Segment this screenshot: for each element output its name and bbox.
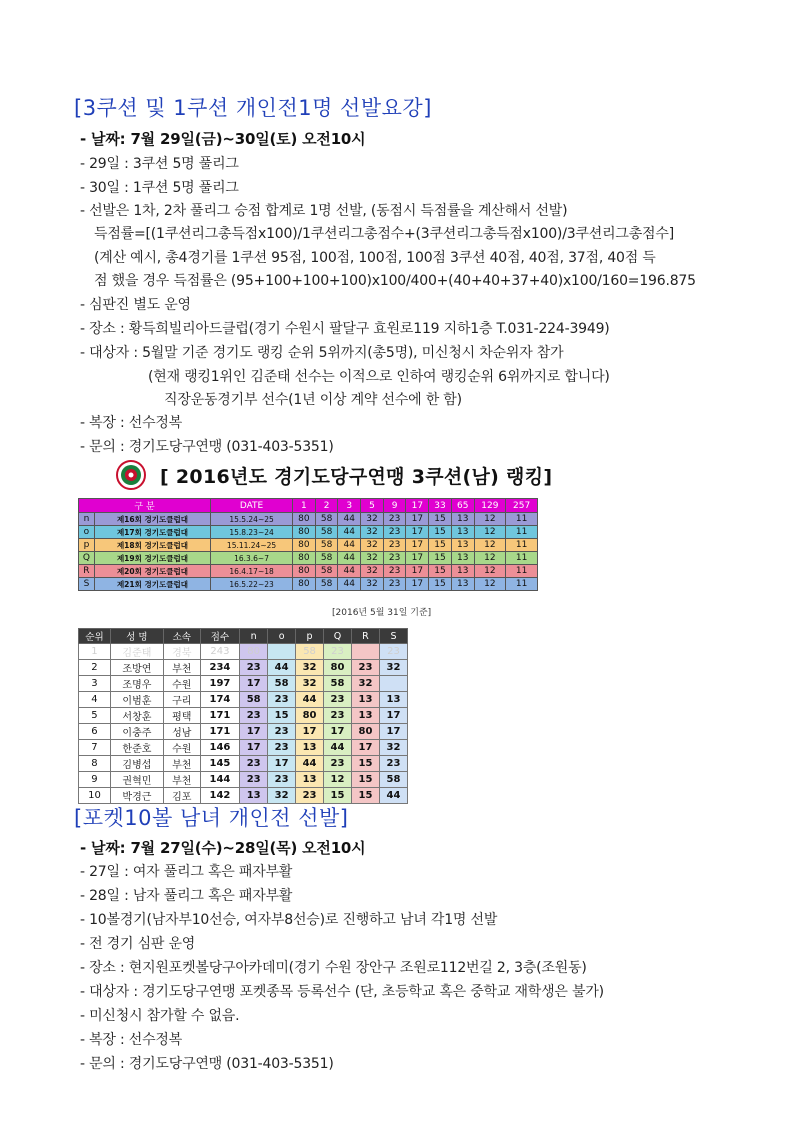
rank-cell-rank: 8 xyxy=(79,756,111,772)
cushion-eligibility: - 대상자 : 5월말 기준 경기도 랭킹 순위 5위까지(총5명), 미신청시 차순위자 참가 xyxy=(80,345,564,361)
points-value-cell: 32 xyxy=(361,539,384,552)
points-header-category: 구 분 xyxy=(79,499,211,513)
points-value-cell: 13 xyxy=(451,578,474,591)
rank-cell-rank: 3 xyxy=(79,676,111,692)
cushion-example-1: (계산 예시, 총4경기를 1쿠션 95점, 100점, 100점, 100점 3쿠션 40점, 40점, 37점, 40점 득 xyxy=(94,250,656,266)
rank-cell-club: 구리 xyxy=(163,692,200,708)
points-value-cell: 11 xyxy=(506,539,538,552)
points-value-cell: 80 xyxy=(293,565,316,578)
cushion-referee: - 심판진 별도 운영 xyxy=(80,297,191,313)
points-value-cell: 58 xyxy=(315,565,338,578)
points-code-cell: Q xyxy=(79,552,95,565)
points-code-cell: R xyxy=(79,565,95,578)
rank-row xyxy=(79,644,408,660)
rank-cell-p: 80 xyxy=(296,708,324,724)
rank-cell-name: 김준태 xyxy=(110,644,163,660)
points-value-cell: 23 xyxy=(383,578,406,591)
points-value-cell: 15 xyxy=(429,578,452,591)
rank-cell-score: 243 xyxy=(200,644,239,660)
rank-header-name: 성 명 xyxy=(110,629,163,644)
points-row-o xyxy=(79,526,538,539)
points-header-place: 17 xyxy=(406,499,429,513)
points-table xyxy=(78,498,538,591)
points-value-cell: 11 xyxy=(506,552,538,565)
rank-cell-rank: 9 xyxy=(79,772,111,788)
rank-cell-rank: 6 xyxy=(79,724,111,740)
points-event-name-cell: 제16회 경기도클럽대 xyxy=(94,513,210,526)
points-value-cell: 58 xyxy=(315,552,338,565)
points-header-place: 5 xyxy=(361,499,384,513)
points-value-cell: 11 xyxy=(506,513,538,526)
points-value-cell: 11 xyxy=(506,526,538,539)
rank-cell-rank: 1 xyxy=(79,644,111,660)
rank-cell-q: 12 xyxy=(324,772,352,788)
pocket-venue: - 장소 : 현지원포켓볼당구아카데미(경기 수원 장안구 조원로112번길 2, 3층(조원동) xyxy=(80,960,587,976)
rank-cell-n: 23 xyxy=(240,708,268,724)
rank-cell-o: 23 xyxy=(268,772,296,788)
pocket-contact: - 문의 : 경기도당구연맹 (031-403-5351) xyxy=(80,1056,334,1072)
points-header-date: DATE xyxy=(211,499,293,513)
points-date-cell: 15.8.23~24 xyxy=(211,526,293,539)
points-date-cell: 16.3.6~7 xyxy=(211,552,293,565)
points-value-cell: 80 xyxy=(293,578,316,591)
rank-row xyxy=(79,708,408,724)
rank-cell-r: 15 xyxy=(351,788,379,804)
points-event-name-cell: 제17회 경기도클럽대 xyxy=(94,526,210,539)
section-title-pocket: [포켓10볼 남녀 개인전 선발] xyxy=(74,806,349,830)
rank-cell-o xyxy=(268,644,296,660)
points-code-cell: S xyxy=(79,578,95,591)
rank-row xyxy=(79,692,408,708)
points-value-cell: 17 xyxy=(406,526,429,539)
rank-header-o: o xyxy=(268,629,296,644)
points-header-place: 129 xyxy=(474,499,506,513)
rank-cell-s: 58 xyxy=(379,772,407,788)
points-value-cell: 44 xyxy=(338,578,361,591)
rank-cell-score: 171 xyxy=(200,724,239,740)
rank-cell-s: 44 xyxy=(379,788,407,804)
rank-cell-n: 17 xyxy=(240,724,268,740)
points-value-cell: 32 xyxy=(361,513,384,526)
rank-cell-name: 조명우 xyxy=(110,676,163,692)
points-value-cell: 15 xyxy=(429,526,452,539)
rank-cell-r: 15 xyxy=(351,756,379,772)
rank-cell-o: 44 xyxy=(268,660,296,676)
points-date-cell: 15.5.24~25 xyxy=(211,513,293,526)
rank-header-r: R xyxy=(351,629,379,644)
rank-cell-p: 44 xyxy=(296,692,324,708)
rank-cell-s: 23 xyxy=(379,644,407,660)
points-code-cell: p xyxy=(79,539,95,552)
points-value-cell: 12 xyxy=(474,513,506,526)
points-date-cell: 16.4.17~18 xyxy=(211,565,293,578)
rank-table-header xyxy=(79,629,408,644)
points-value-cell: 32 xyxy=(361,578,384,591)
points-header-place: 3 xyxy=(338,499,361,513)
points-value-cell: 11 xyxy=(506,578,538,591)
rank-cell-score: 197 xyxy=(200,676,239,692)
points-value-cell: 15 xyxy=(429,565,452,578)
rank-cell-s: 17 xyxy=(379,708,407,724)
rank-cell-o: 58 xyxy=(268,676,296,692)
points-row-n xyxy=(79,513,538,526)
rank-row xyxy=(79,660,408,676)
points-value-cell: 12 xyxy=(474,578,506,591)
rank-cell-n: 13 xyxy=(240,788,268,804)
rank-cell-score: 145 xyxy=(200,756,239,772)
rank-cell-name: 이범훈 xyxy=(110,692,163,708)
rank-cell-o: 32 xyxy=(268,788,296,804)
cushion-eligibility-note: (현재 랭킹1위인 김준태 선수는 이적으로 인하여 랭킹순위 6위까지로 합니다) xyxy=(148,369,610,385)
points-value-cell: 17 xyxy=(406,565,429,578)
rank-cell-club: 평택 xyxy=(163,708,200,724)
rank-cell-n: 17 xyxy=(240,676,268,692)
rank-cell-p: 44 xyxy=(296,756,324,772)
ranking-header xyxy=(116,460,552,490)
rank-cell-name: 조방연 xyxy=(110,660,163,676)
cushion-eligibility-note-2: 직장운동경기부 선수(1년 이상 계약 선수에 한 함) xyxy=(164,392,462,408)
federation-logo-icon xyxy=(116,460,146,490)
points-value-cell: 80 xyxy=(293,526,316,539)
rank-cell-s xyxy=(379,676,407,692)
rank-cell-n: 23 xyxy=(240,756,268,772)
rank-header-p: p xyxy=(296,629,324,644)
points-value-cell: 11 xyxy=(506,565,538,578)
points-event-name-cell: 제20회 경기도클럽대 xyxy=(94,565,210,578)
rank-cell-n: 23 xyxy=(240,772,268,788)
cushion-day29: - 29일 : 3쿠션 5명 풀리그 xyxy=(80,156,239,172)
rank-row xyxy=(79,676,408,692)
rank-cell-n: 23 xyxy=(240,660,268,676)
rank-cell-q: 15 xyxy=(324,788,352,804)
rank-row xyxy=(79,724,408,740)
rank-cell-r: 17 xyxy=(351,740,379,756)
points-value-cell: 58 xyxy=(315,578,338,591)
rank-header-club: 소속 xyxy=(163,629,200,644)
rank-cell-p: 17 xyxy=(296,724,324,740)
points-value-cell: 44 xyxy=(338,539,361,552)
rank-cell-s: 13 xyxy=(379,692,407,708)
pocket-day28: - 28일 : 남자 풀리그 혹은 패자부활 xyxy=(80,888,293,904)
points-value-cell: 13 xyxy=(451,526,474,539)
points-row-r xyxy=(79,565,538,578)
points-header-place: 65 xyxy=(451,499,474,513)
pocket-eligibility: - 대상자 : 경기도당구연맹 포켓종목 등록선수 (단, 초등학교 혹은 중학교 재학생은 불가) xyxy=(80,984,604,1000)
points-code-cell: n xyxy=(79,513,95,526)
rank-header-score: 점수 xyxy=(200,629,239,644)
points-date-cell: 15.11.24~25 xyxy=(211,539,293,552)
points-value-cell: 58 xyxy=(315,526,338,539)
rank-cell-q: 44 xyxy=(324,740,352,756)
rank-cell-rank: 10 xyxy=(79,788,111,804)
points-value-cell: 58 xyxy=(315,539,338,552)
rank-cell-o: 17 xyxy=(268,756,296,772)
points-value-cell: 12 xyxy=(474,565,506,578)
rank-cell-q: 58 xyxy=(324,676,352,692)
rank-cell-r: 15 xyxy=(351,772,379,788)
cushion-date: - 날짜: 7월 29일(금)~30일(토) 오전10시 xyxy=(80,130,366,148)
rank-cell-name: 이충주 xyxy=(110,724,163,740)
rank-cell-r xyxy=(351,644,379,660)
rank-cell-name: 한준호 xyxy=(110,740,163,756)
points-value-cell: 12 xyxy=(474,552,506,565)
points-value-cell: 17 xyxy=(406,578,429,591)
pocket-dress: - 복장 : 선수정복 xyxy=(80,1032,183,1048)
cushion-selection-rule: - 선발은 1차, 2차 풀리그 승점 합계로 1명 선발, (동점시 득점률을 계산해서 선발) xyxy=(80,203,568,219)
cushion-contact: - 문의 : 경기도당구연맹 (031-403-5351) xyxy=(80,439,334,455)
rank-cell-n: 80 xyxy=(240,644,268,660)
rank-cell-s: 23 xyxy=(379,756,407,772)
rank-cell-q: 23 xyxy=(324,644,352,660)
points-header-place: 257 xyxy=(506,499,538,513)
points-value-cell: 44 xyxy=(338,565,361,578)
pocket-referee: - 전 경기 심판 운영 xyxy=(80,936,196,952)
points-value-cell: 17 xyxy=(406,513,429,526)
points-value-cell: 32 xyxy=(361,565,384,578)
rank-cell-rank: 5 xyxy=(79,708,111,724)
points-event-name-cell: 제18회 경기도클럽대 xyxy=(94,539,210,552)
rank-cell-o: 23 xyxy=(268,740,296,756)
pocket-day27: - 27일 : 여자 풀리그 혹은 패자부활 xyxy=(80,864,293,880)
points-row-p xyxy=(79,539,538,552)
points-table-header xyxy=(79,499,538,513)
cushion-score-formula: 득점률=[(1쿠션리그총득점x100)/1쿠션리그총점수+(3쿠션리그총득점x100)/3쿠션리그총점수] xyxy=(94,226,674,242)
rank-table xyxy=(78,628,408,804)
points-value-cell: 13 xyxy=(451,539,474,552)
rank-cell-r: 13 xyxy=(351,692,379,708)
rank-cell-p: 13 xyxy=(296,772,324,788)
rank-cell-club: 부천 xyxy=(163,660,200,676)
rank-cell-p: 32 xyxy=(296,660,324,676)
rank-cell-p: 58 xyxy=(296,644,324,660)
rank-cell-name: 권혁민 xyxy=(110,772,163,788)
cushion-day30: - 30일 : 1쿠션 5명 풀리그 xyxy=(80,180,239,196)
rank-cell-club: 김포 xyxy=(163,788,200,804)
rank-row xyxy=(79,740,408,756)
points-value-cell: 12 xyxy=(474,526,506,539)
rank-header-n: n xyxy=(240,629,268,644)
cushion-example-2: 점 했을 경우 득점률은 (95+100+100+100)x100/400+(40+40+37+40)x100/160=196.875 xyxy=(94,273,696,289)
rank-cell-rank: 7 xyxy=(79,740,111,756)
rank-cell-score: 146 xyxy=(200,740,239,756)
rank-cell-rank: 2 xyxy=(79,660,111,676)
points-value-cell: 17 xyxy=(406,552,429,565)
rank-cell-q: 23 xyxy=(324,708,352,724)
points-event-name-cell: 제19회 경기도클럽대 xyxy=(94,552,210,565)
rank-cell-score: 174 xyxy=(200,692,239,708)
pocket-no-entry: - 미신청시 참가할 수 없음. xyxy=(80,1008,240,1024)
section-title-cushion: [3쿠션 및 1쿠션 개인전1명 선발요강] xyxy=(74,96,432,120)
points-value-cell: 23 xyxy=(383,526,406,539)
points-value-cell: 58 xyxy=(315,513,338,526)
rank-cell-r: 32 xyxy=(351,676,379,692)
rank-cell-club: 수원 xyxy=(163,676,200,692)
points-value-cell: 44 xyxy=(338,513,361,526)
rank-cell-club: 성남 xyxy=(163,724,200,740)
cushion-dress: - 복장 : 선수정복 xyxy=(80,415,183,431)
points-value-cell: 17 xyxy=(406,539,429,552)
rank-cell-name: 서창훈 xyxy=(110,708,163,724)
rank-cell-club: 경북 xyxy=(163,644,200,660)
points-event-name-cell: 제21회 경기도클럽대 xyxy=(94,578,210,591)
rank-cell-club: 부천 xyxy=(163,756,200,772)
cushion-venue: - 장소 : 황득희빌리아드클럽(경기 수원시 팔달구 효원로119 지하1층 T.031-224-3949) xyxy=(80,321,610,337)
points-header-place: 1 xyxy=(293,499,316,513)
points-value-cell: 15 xyxy=(429,552,452,565)
points-value-cell: 13 xyxy=(451,565,474,578)
ranking-title: [ 2016년도 경기도당구연맹 3쿠션(남) 랭킹] xyxy=(160,465,553,488)
rank-header-rank: 순위 xyxy=(79,629,111,644)
rank-cell-r: 80 xyxy=(351,724,379,740)
points-date-cell: 16.5.22~23 xyxy=(211,578,293,591)
points-value-cell: 80 xyxy=(293,513,316,526)
rank-cell-score: 234 xyxy=(200,660,239,676)
rank-cell-q: 23 xyxy=(324,692,352,708)
pocket-date: - 날짜: 7월 27일(수)~28일(목) 오전10시 xyxy=(80,839,366,857)
points-value-cell: 44 xyxy=(338,526,361,539)
rank-cell-rank: 4 xyxy=(79,692,111,708)
rank-cell-s: 32 xyxy=(379,660,407,676)
rank-cell-club: 수원 xyxy=(163,740,200,756)
points-row-q xyxy=(79,552,538,565)
points-value-cell: 23 xyxy=(383,552,406,565)
points-value-cell: 13 xyxy=(451,513,474,526)
rank-cell-club: 부천 xyxy=(163,772,200,788)
rank-cell-o: 23 xyxy=(268,724,296,740)
rank-cell-score: 142 xyxy=(200,788,239,804)
rank-cell-o: 15 xyxy=(268,708,296,724)
rank-cell-p: 23 xyxy=(296,788,324,804)
rank-cell-p: 13 xyxy=(296,740,324,756)
rank-cell-name: 김병섭 xyxy=(110,756,163,772)
points-code-cell: o xyxy=(79,526,95,539)
points-header-place: 33 xyxy=(429,499,452,513)
rank-cell-q: 80 xyxy=(324,660,352,676)
points-value-cell: 80 xyxy=(293,552,316,565)
rank-cell-r: 13 xyxy=(351,708,379,724)
rank-cell-r: 23 xyxy=(351,660,379,676)
rank-cell-n: 58 xyxy=(240,692,268,708)
points-value-cell: 23 xyxy=(383,539,406,552)
rank-cell-q: 23 xyxy=(324,756,352,772)
rank-row xyxy=(79,772,408,788)
points-header-place: 9 xyxy=(383,499,406,513)
points-value-cell: 23 xyxy=(383,513,406,526)
points-value-cell: 13 xyxy=(451,552,474,565)
points-header-place: 2 xyxy=(315,499,338,513)
rank-header-s: S xyxy=(379,629,407,644)
points-value-cell: 44 xyxy=(338,552,361,565)
rank-cell-p: 32 xyxy=(296,676,324,692)
points-value-cell: 12 xyxy=(474,539,506,552)
rank-cell-score: 144 xyxy=(200,772,239,788)
rank-cell-s: 17 xyxy=(379,724,407,740)
rank-cell-s: 32 xyxy=(379,740,407,756)
rank-cell-o: 23 xyxy=(268,692,296,708)
rank-cell-score: 171 xyxy=(200,708,239,724)
rank-cell-name: 박경근 xyxy=(110,788,163,804)
rank-cell-q: 17 xyxy=(324,724,352,740)
pocket-format: - 10볼경기(남자부10선승, 여자부8선승)로 진행하고 남녀 각1명 선발 xyxy=(80,912,498,928)
rank-cell-n: 17 xyxy=(240,740,268,756)
points-value-cell: 15 xyxy=(429,539,452,552)
ranking-as-of: [2016년 5월 31일 기준] xyxy=(332,608,432,618)
points-row-s xyxy=(79,578,538,591)
rank-header-q: Q xyxy=(324,629,352,644)
points-value-cell: 23 xyxy=(383,565,406,578)
rank-row xyxy=(79,756,408,772)
points-value-cell: 32 xyxy=(361,526,384,539)
points-value-cell: 80 xyxy=(293,539,316,552)
points-value-cell: 32 xyxy=(361,552,384,565)
points-value-cell: 15 xyxy=(429,513,452,526)
